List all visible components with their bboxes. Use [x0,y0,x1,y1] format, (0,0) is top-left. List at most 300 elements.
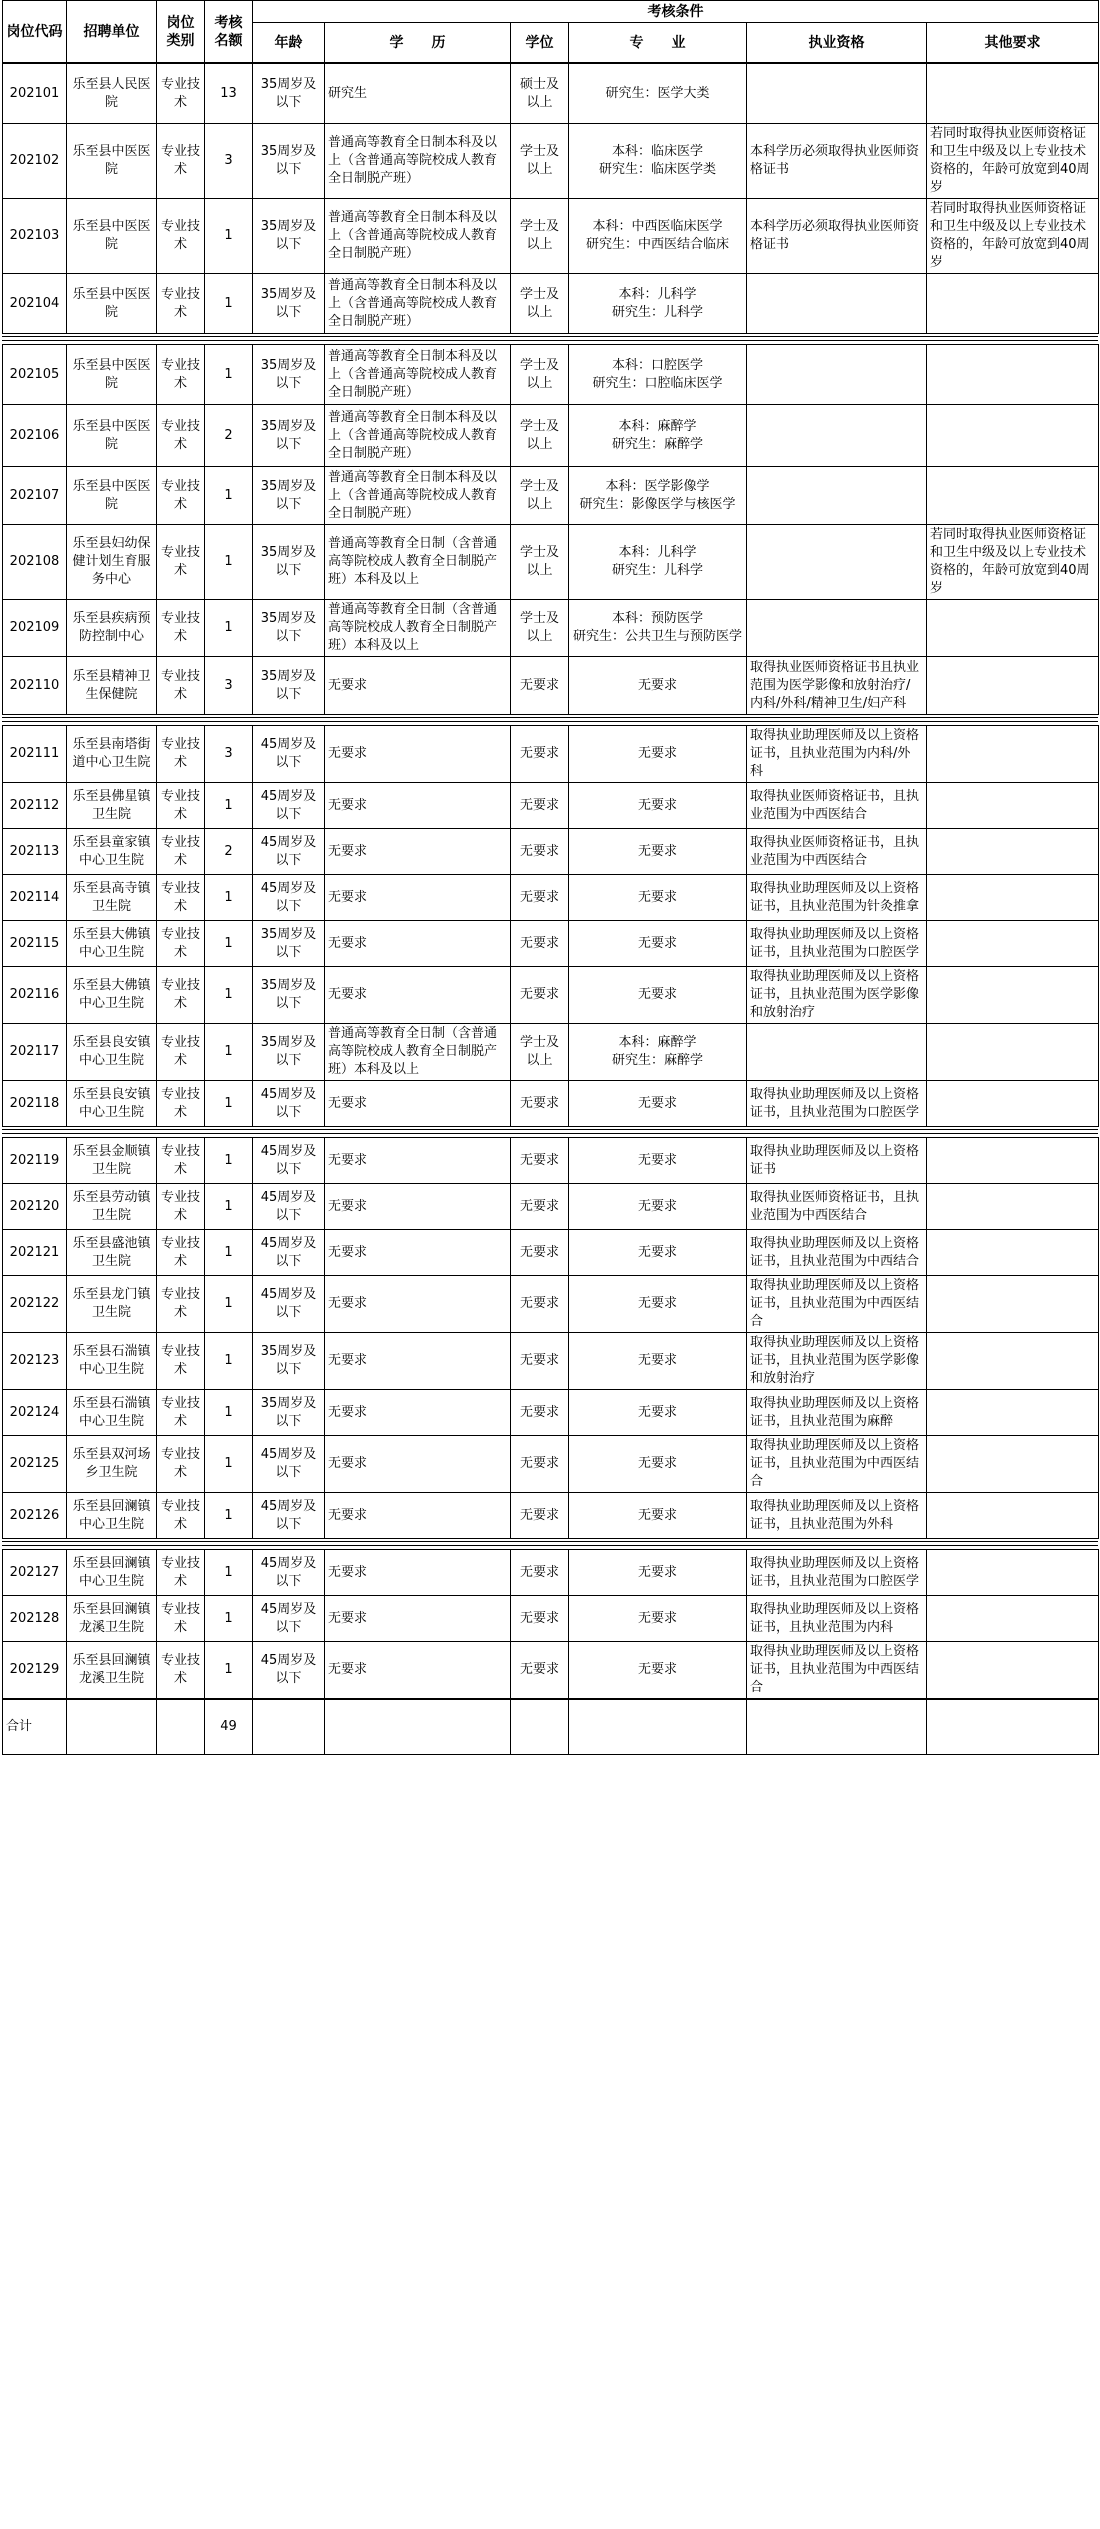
table-row [3,921,1099,967]
cell-code: 202121 [3,1230,67,1276]
cell-degree: 无要求 [511,1230,569,1276]
cell-unit: 乐至县人民医院 [67,64,157,124]
cell-quota: 3 [205,124,253,199]
cell-degree: 无要求 [511,1184,569,1230]
cell-code: 202123 [3,1333,67,1390]
table-row [3,345,1099,405]
cell-education: 无要求 [325,1230,511,1276]
cell-unit: 乐至县双河场乡卫生院 [67,1436,157,1493]
cell-qualification [747,64,927,124]
cell-code: 202113 [3,829,67,875]
cell-qualification [747,1024,927,1081]
cell-degree: 无要求 [511,1493,569,1539]
cell-other [927,875,1099,921]
cell-unit: 乐至县中医医院 [67,199,157,274]
cell-education: 无要求 [325,1333,511,1390]
cell-degree: 学士及以上 [511,600,569,657]
table-row [3,1493,1099,1539]
cell-qualification: 本科学历必须取得执业医师资格证书 [747,199,927,274]
cell-major: 本科：儿科学 研究生：儿科学 [569,274,747,334]
table-row [3,1436,1099,1493]
cell-age: 45周岁及以下 [253,1550,325,1596]
header-age: 年龄 [253,23,325,63]
cell-code: 202126 [3,1493,67,1539]
cell-category: 专业技术 [157,829,205,875]
cell-category: 专业技术 [157,1024,205,1081]
cell-code: 202102 [3,124,67,199]
cell-qualification: 取得执业助理医师及以上资格证书，且执业范围为医学影像和放射治疗 [747,967,927,1024]
cell-category: 专业技术 [157,1333,205,1390]
header-major: 专 业 [569,23,747,63]
cell-age: 45周岁及以下 [253,1436,325,1493]
cell-unit: 乐至县大佛镇中心卫生院 [67,921,157,967]
cell-major: 本科：医学影像学 研究生：影像医学与核医学 [569,467,747,525]
cell-quota: 1 [205,967,253,1024]
cell-category: 专业技术 [157,1230,205,1276]
cell-unit: 乐至县中医医院 [67,467,157,525]
cell-education: 普通高等教育全日制本科及以上（含普通高等院校成人教育全日制脱产班） [325,405,511,467]
cell-unit: 乐至县劳动镇卫生院 [67,1184,157,1230]
table-row [3,525,1099,600]
cell-other [927,657,1099,715]
header-degree: 学位 [511,23,569,63]
cell-unit: 乐至县精神卫生保健院 [67,657,157,715]
cell-unit: 乐至县中医医院 [67,124,157,199]
table-row [3,657,1099,715]
cell-quota: 1 [205,921,253,967]
cell-quota: 1 [205,875,253,921]
table-row [3,1596,1099,1642]
cell-age: 35周岁及以下 [253,274,325,334]
cell-category: 专业技术 [157,274,205,334]
cell-degree: 无要求 [511,1081,569,1127]
table-row [3,726,1099,783]
cell-quota: 1 [205,467,253,525]
cell-quota: 1 [205,525,253,600]
cell-category: 专业技术 [157,921,205,967]
cell-qualification: 取得执业助理医师及以上资格证书，且执业范围为麻醉 [747,1390,927,1436]
table-row [3,199,1099,274]
cell-qualification: 取得执业助理医师及以上资格证书，且执业范围为针灸推拿 [747,875,927,921]
cell-age: 35周岁及以下 [253,1390,325,1436]
cell-age: 35周岁及以下 [253,1024,325,1081]
cell-quota: 3 [205,657,253,715]
cell-qualification: 取得执业助理医师及以上资格证书，且执业范围为口腔医学 [747,1081,927,1127]
header-unit: 招聘单位 [67,1,157,63]
cell-education: 无要求 [325,967,511,1024]
total-empty [569,1700,747,1755]
section-separator [2,1539,1098,1549]
cell-quota: 2 [205,829,253,875]
cell-education: 普通高等教育全日制（含普通高等院校成人教育全日制脱产班）本科及以上 [325,1024,511,1081]
cell-degree: 学士及以上 [511,525,569,600]
cell-quota: 1 [205,1138,253,1184]
cell-age: 45周岁及以下 [253,1642,325,1699]
table-row [3,64,1099,124]
cell-qualification: 取得执业助理医师及以上资格证书，且执业范围为中西医结合 [747,1642,927,1699]
cell-quota: 1 [205,1230,253,1276]
cell-code: 202116 [3,967,67,1024]
cell-category: 专业技术 [157,875,205,921]
cell-age: 35周岁及以下 [253,124,325,199]
cell-major: 无要求 [569,1138,747,1184]
cell-other [927,1333,1099,1390]
cell-degree: 硕士及以上 [511,64,569,124]
cell-quota: 1 [205,1493,253,1539]
section-separator [2,1127,1098,1137]
cell-qualification [747,600,927,657]
total-label: 合计 [3,1700,67,1755]
cell-age: 45周岁及以下 [253,1493,325,1539]
cell-degree: 学士及以上 [511,1024,569,1081]
cell-other [927,829,1099,875]
cell-code: 202118 [3,1081,67,1127]
total-empty [927,1700,1099,1755]
cell-education: 无要求 [325,1596,511,1642]
cell-other [927,345,1099,405]
cell-quota: 1 [205,1184,253,1230]
cell-education: 普通高等教育全日制（含普通高等院校成人教育全日制脱产班）本科及以上 [325,600,511,657]
cell-category: 专业技术 [157,1184,205,1230]
cell-other [927,274,1099,334]
cell-education: 普通高等教育全日制本科及以上（含普通高等院校成人教育全日制脱产班） [325,467,511,525]
cell-age: 35周岁及以下 [253,467,325,525]
table-row [3,1184,1099,1230]
cell-category: 专业技术 [157,726,205,783]
cell-unit: 乐至县大佛镇中心卫生院 [67,967,157,1024]
cell-education: 无要求 [325,657,511,715]
table-row [3,1550,1099,1596]
cell-quota: 1 [205,1276,253,1333]
cell-category: 专业技术 [157,1436,205,1493]
cell-degree: 学士及以上 [511,467,569,525]
cell-education: 无要求 [325,829,511,875]
cell-quota: 1 [205,274,253,334]
cell-category: 专业技术 [157,405,205,467]
cell-major: 本科：麻醉学 研究生：麻醉学 [569,405,747,467]
total-empty [253,1700,325,1755]
cell-unit: 乐至县中医医院 [67,405,157,467]
cell-category: 专业技术 [157,1138,205,1184]
cell-unit: 乐至县回澜镇龙溪卫生院 [67,1642,157,1699]
cell-qualification: 取得执业助理医师及以上资格证书，且执业范围为口腔医学 [747,1550,927,1596]
cell-degree: 无要求 [511,829,569,875]
cell-quota: 1 [205,1390,253,1436]
cell-other [927,1081,1099,1127]
cell-category: 专业技术 [157,345,205,405]
cell-category: 专业技术 [157,967,205,1024]
cell-degree: 无要求 [511,726,569,783]
cell-category: 专业技术 [157,1493,205,1539]
cell-quota: 1 [205,783,253,829]
cell-unit: 乐至县回澜镇中心卫生院 [67,1493,157,1539]
cell-education: 无要求 [325,783,511,829]
cell-major: 本科：中西医临床医学 研究生：中西医结合临床 [569,199,747,274]
cell-qualification: 取得执业助理医师及以上资格证书，且执业范围为中西医结合 [747,1276,927,1333]
cell-age: 45周岁及以下 [253,1276,325,1333]
cell-code: 202128 [3,1596,67,1642]
total-empty [511,1700,569,1755]
cell-major: 无要求 [569,1333,747,1390]
cell-code: 202108 [3,525,67,600]
cell-qualification: 取得执业助理医师及以上资格证书，且执业范围为中西医结合 [747,1436,927,1493]
table-row [3,1390,1099,1436]
cell-other [927,405,1099,467]
cell-major: 无要求 [569,1276,747,1333]
cell-quota: 1 [205,1333,253,1390]
cell-other [927,1493,1099,1539]
cell-qualification: 取得执业助理医师及以上资格证书 [747,1138,927,1184]
cell-code: 202117 [3,1024,67,1081]
cell-major: 本科：儿科学 研究生：儿科学 [569,525,747,600]
cell-degree: 无要求 [511,1436,569,1493]
cell-education: 无要求 [325,1550,511,1596]
header-category: 岗位类别 [157,1,205,63]
cell-degree: 学士及以上 [511,405,569,467]
cell-age: 45周岁及以下 [253,1138,325,1184]
cell-other [927,1276,1099,1333]
cell-other [927,726,1099,783]
cell-category: 专业技术 [157,1390,205,1436]
cell-age: 45周岁及以下 [253,875,325,921]
cell-major: 无要求 [569,1550,747,1596]
cell-education: 无要求 [325,1081,511,1127]
cell-other [927,783,1099,829]
cell-major: 本科：麻醉学 研究生：麻醉学 [569,1024,747,1081]
cell-unit: 乐至县中医医院 [67,274,157,334]
cell-unit: 乐至县回澜镇中心卫生院 [67,1550,157,1596]
cell-major: 无要求 [569,1493,747,1539]
cell-other [927,1230,1099,1276]
cell-age: 45周岁及以下 [253,783,325,829]
cell-major: 无要求 [569,657,747,715]
total-empty [67,1700,157,1755]
cell-degree: 无要求 [511,1642,569,1699]
cell-code: 202125 [3,1436,67,1493]
cell-category: 专业技术 [157,64,205,124]
table-row [3,600,1099,657]
cell-category: 专业技术 [157,1550,205,1596]
cell-degree: 无要求 [511,783,569,829]
table-row [3,124,1099,199]
cell-qualification: 取得执业医师资格证书，且执业范围为中西医结合 [747,783,927,829]
cell-qualification: 取得执业医师资格证书，且执业范围为中西医结合 [747,1184,927,1230]
cell-degree: 无要求 [511,1596,569,1642]
cell-education: 无要求 [325,1493,511,1539]
cell-major: 无要求 [569,1596,747,1642]
total-empty [747,1700,927,1755]
cell-degree: 学士及以上 [511,345,569,405]
cell-education: 普通高等教育全日制本科及以上（含普通高等院校成人教育全日制脱产班） [325,274,511,334]
cell-age: 45周岁及以下 [253,829,325,875]
table-row [3,1333,1099,1390]
cell-degree: 无要求 [511,1333,569,1390]
cell-age: 45周岁及以下 [253,726,325,783]
cell-degree: 无要求 [511,967,569,1024]
cell-major: 无要求 [569,829,747,875]
cell-major: 无要求 [569,783,747,829]
cell-code: 202101 [3,64,67,124]
cell-category: 专业技术 [157,657,205,715]
cell-age: 35周岁及以下 [253,657,325,715]
cell-code: 202107 [3,467,67,525]
cell-major: 无要求 [569,726,747,783]
cell-other [927,600,1099,657]
cell-unit: 乐至县南塔街道中心卫生院 [67,726,157,783]
cell-quota: 1 [205,1550,253,1596]
cell-education: 无要求 [325,921,511,967]
cell-degree: 无要求 [511,1138,569,1184]
cell-code: 202120 [3,1184,67,1230]
cell-age: 45周岁及以下 [253,1184,325,1230]
cell-other [927,1642,1099,1699]
cell-code: 202122 [3,1276,67,1333]
cell-qualification: 取得执业助理医师及以上资格证书，且执业范围为中西结合 [747,1230,927,1276]
table-row [3,1642,1099,1699]
cell-education: 普通高等教育全日制（含普通高等院校成人教育全日制脱产班）本科及以上 [325,525,511,600]
cell-age: 45周岁及以下 [253,1596,325,1642]
cell-code: 202105 [3,345,67,405]
cell-other [927,1024,1099,1081]
cell-category: 专业技术 [157,525,205,600]
cell-education: 无要求 [325,1184,511,1230]
cell-major: 无要求 [569,875,747,921]
total-row [3,1700,1099,1755]
cell-unit: 乐至县疾病预防控制中心 [67,600,157,657]
cell-code: 202124 [3,1390,67,1436]
cell-degree: 无要求 [511,1550,569,1596]
cell-unit: 乐至县良安镇中心卫生院 [67,1024,157,1081]
cell-education: 无要求 [325,1276,511,1333]
section-table [2,344,1099,715]
cell-code: 202127 [3,1550,67,1596]
table-row [3,783,1099,829]
table-row [3,274,1099,334]
header-quota: 考核名额 [205,1,253,63]
cell-other [927,1596,1099,1642]
cell-unit: 乐至县石湍镇中心卫生院 [67,1333,157,1390]
cell-education: 无要求 [325,1138,511,1184]
cell-education: 普通高等教育全日制本科及以上（含普通高等院校成人教育全日制脱产班） [325,199,511,274]
cell-category: 专业技术 [157,1642,205,1699]
cell-quota: 1 [205,1436,253,1493]
cell-category: 专业技术 [157,600,205,657]
cell-education: 研究生 [325,64,511,124]
cell-education: 无要求 [325,726,511,783]
header-education: 学 历 [325,23,511,63]
cell-education: 无要求 [325,1436,511,1493]
cell-qualification [747,467,927,525]
total-empty [157,1700,205,1755]
cell-unit: 乐至县金顺镇卫生院 [67,1138,157,1184]
cell-other [927,64,1099,124]
cell-other: 若同时取得执业医师资格证和卫生中级及以上专业技术资格的，年龄可放宽到40周岁 [927,124,1099,199]
table-row [3,875,1099,921]
section-table [2,725,1099,1127]
table-row [3,405,1099,467]
cell-other [927,467,1099,525]
total-table [2,1699,1099,1755]
header-qualification: 执业资格 [747,23,927,63]
table-row [3,467,1099,525]
cell-unit: 乐至县童家镇中心卫生院 [67,829,157,875]
table-row [3,1230,1099,1276]
cell-education: 普通高等教育全日制本科及以上（含普通高等院校成人教育全日制脱产班） [325,345,511,405]
cell-age: 35周岁及以下 [253,1333,325,1390]
cell-code: 202104 [3,274,67,334]
cell-other [927,1390,1099,1436]
cell-category: 专业技术 [157,1081,205,1127]
cell-qualification [747,274,927,334]
cell-qualification: 取得执业医师资格证书且执业范围为医学影像和放射治疗/内科/外科/精神卫生/妇产科 [747,657,927,715]
header-conditions: 考核条件 [253,1,1099,23]
cell-code: 202111 [3,726,67,783]
cell-degree: 学士及以上 [511,199,569,274]
cell-major: 无要求 [569,967,747,1024]
cell-major: 研究生：医学大类 [569,64,747,124]
cell-age: 35周岁及以下 [253,405,325,467]
cell-unit: 乐至县龙门镇卫生院 [67,1276,157,1333]
table-body [2,63,1098,1699]
cell-code: 202112 [3,783,67,829]
cell-major: 无要求 [569,1436,747,1493]
cell-qualification: 取得执业助理医师及以上资格证书，且执业范围为内科/外科 [747,726,927,783]
cell-qualification [747,405,927,467]
section-table [2,1549,1099,1699]
section-separator [2,334,1098,344]
cell-qualification: 取得执业助理医师及以上资格证书，且执业范围为医学影像和放射治疗 [747,1333,927,1390]
cell-degree: 无要求 [511,875,569,921]
section-separator [2,715,1098,725]
cell-quota: 2 [205,405,253,467]
cell-quota: 3 [205,726,253,783]
table-row [3,1138,1099,1184]
cell-major: 本科：临床医学 研究生：临床医学类 [569,124,747,199]
cell-major: 本科：预防医学 研究生：公共卫生与预防医学 [569,600,747,657]
cell-major: 无要求 [569,1230,747,1276]
cell-code: 202109 [3,600,67,657]
cell-major: 本科：口腔医学 研究生：口腔临床医学 [569,345,747,405]
table-row [3,829,1099,875]
cell-age: 35周岁及以下 [253,525,325,600]
cell-major: 无要求 [569,1184,747,1230]
cell-code: 202110 [3,657,67,715]
cell-qualification [747,345,927,405]
cell-code: 202119 [3,1138,67,1184]
cell-quota: 1 [205,1642,253,1699]
cell-other [927,1436,1099,1493]
cell-category: 专业技术 [157,124,205,199]
cell-unit: 乐至县石湍镇中心卫生院 [67,1390,157,1436]
cell-degree: 无要求 [511,657,569,715]
cell-age: 35周岁及以下 [253,345,325,405]
cell-category: 专业技术 [157,783,205,829]
cell-code: 202103 [3,199,67,274]
cell-degree: 学士及以上 [511,274,569,334]
cell-education: 无要求 [325,1390,511,1436]
cell-age: 35周岁及以下 [253,967,325,1024]
cell-qualification [747,525,927,600]
cell-quota: 1 [205,1596,253,1642]
cell-quota: 1 [205,600,253,657]
table-row [3,1024,1099,1081]
cell-quota: 1 [205,345,253,405]
table-row [3,1276,1099,1333]
cell-unit: 乐至县佛星镇卫生院 [67,783,157,829]
cell-category: 专业技术 [157,1596,205,1642]
total-quota: 49 [205,1700,253,1755]
cell-major: 无要求 [569,1390,747,1436]
